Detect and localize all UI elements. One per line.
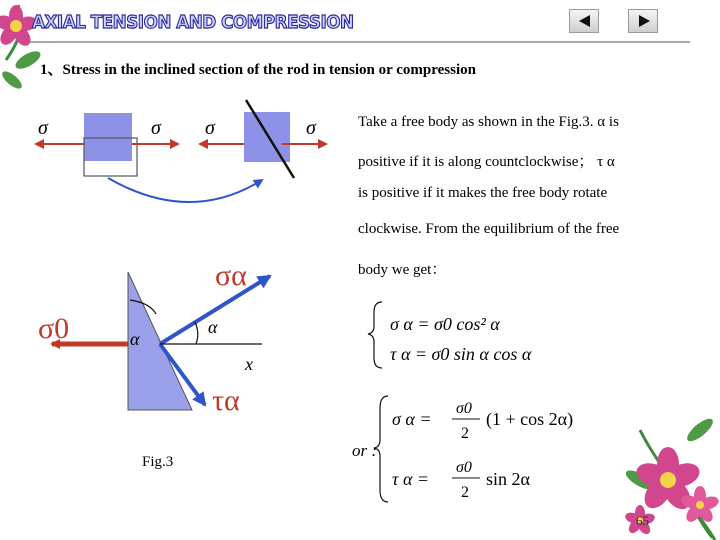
description-line-5: body we get： bbox=[358, 262, 447, 278]
sigma-label-3: σ bbox=[205, 117, 215, 139]
tau-alpha-label: τα bbox=[212, 384, 240, 417]
description-line-4: clockwise. From the equilibrium of the free bbox=[358, 221, 620, 237]
sigma-label-2: σ bbox=[151, 117, 161, 139]
equation-4-denominator: 2 bbox=[461, 484, 469, 501]
equation-3-denominator: 2 bbox=[461, 425, 469, 442]
or-label: or : bbox=[352, 441, 378, 460]
alpha-label-right: α bbox=[208, 317, 218, 337]
equation-1: σ α = σ0 cos² α bbox=[390, 314, 500, 334]
page-number: 65 bbox=[636, 513, 649, 528]
description-line-3: is positive if it makes the free body rotate bbox=[358, 185, 608, 201]
section-heading: 1、Stress in the inclined section of the rod in tension or compression bbox=[40, 62, 476, 78]
sigma0-label: σ0 bbox=[38, 312, 70, 345]
equation-4-lhs: τ α = bbox=[392, 469, 430, 489]
brace-2 bbox=[374, 396, 388, 502]
x-axis-label: x bbox=[245, 354, 253, 374]
equation-3-lhs: σ α = bbox=[392, 409, 432, 429]
equation-3-numerator: σ0 bbox=[456, 400, 472, 417]
sigma-alpha-label: σα bbox=[215, 259, 247, 292]
sigma-label-1: σ bbox=[38, 117, 48, 139]
description-line-1: Take a free body as shown in the Fig.3. α is bbox=[358, 114, 619, 130]
brace-1 bbox=[368, 302, 382, 368]
slide-title: AXIAL TENSION AND COMPRESSION bbox=[32, 12, 354, 33]
equation-2: τ α = σ0 sin α cos α bbox=[390, 344, 532, 364]
figure-caption: Fig.3 bbox=[142, 454, 174, 470]
equation-4-rest: sin 2α bbox=[486, 469, 530, 489]
sigma-label-4: σ bbox=[306, 117, 316, 139]
equation-3-rest: (1 + cos 2α) bbox=[486, 409, 574, 429]
equation-4-numerator: σ0 bbox=[456, 459, 472, 476]
description-line-2: positive if it is along countclockwise； τ α bbox=[358, 154, 615, 170]
alpha-label-left: α bbox=[130, 329, 140, 349]
